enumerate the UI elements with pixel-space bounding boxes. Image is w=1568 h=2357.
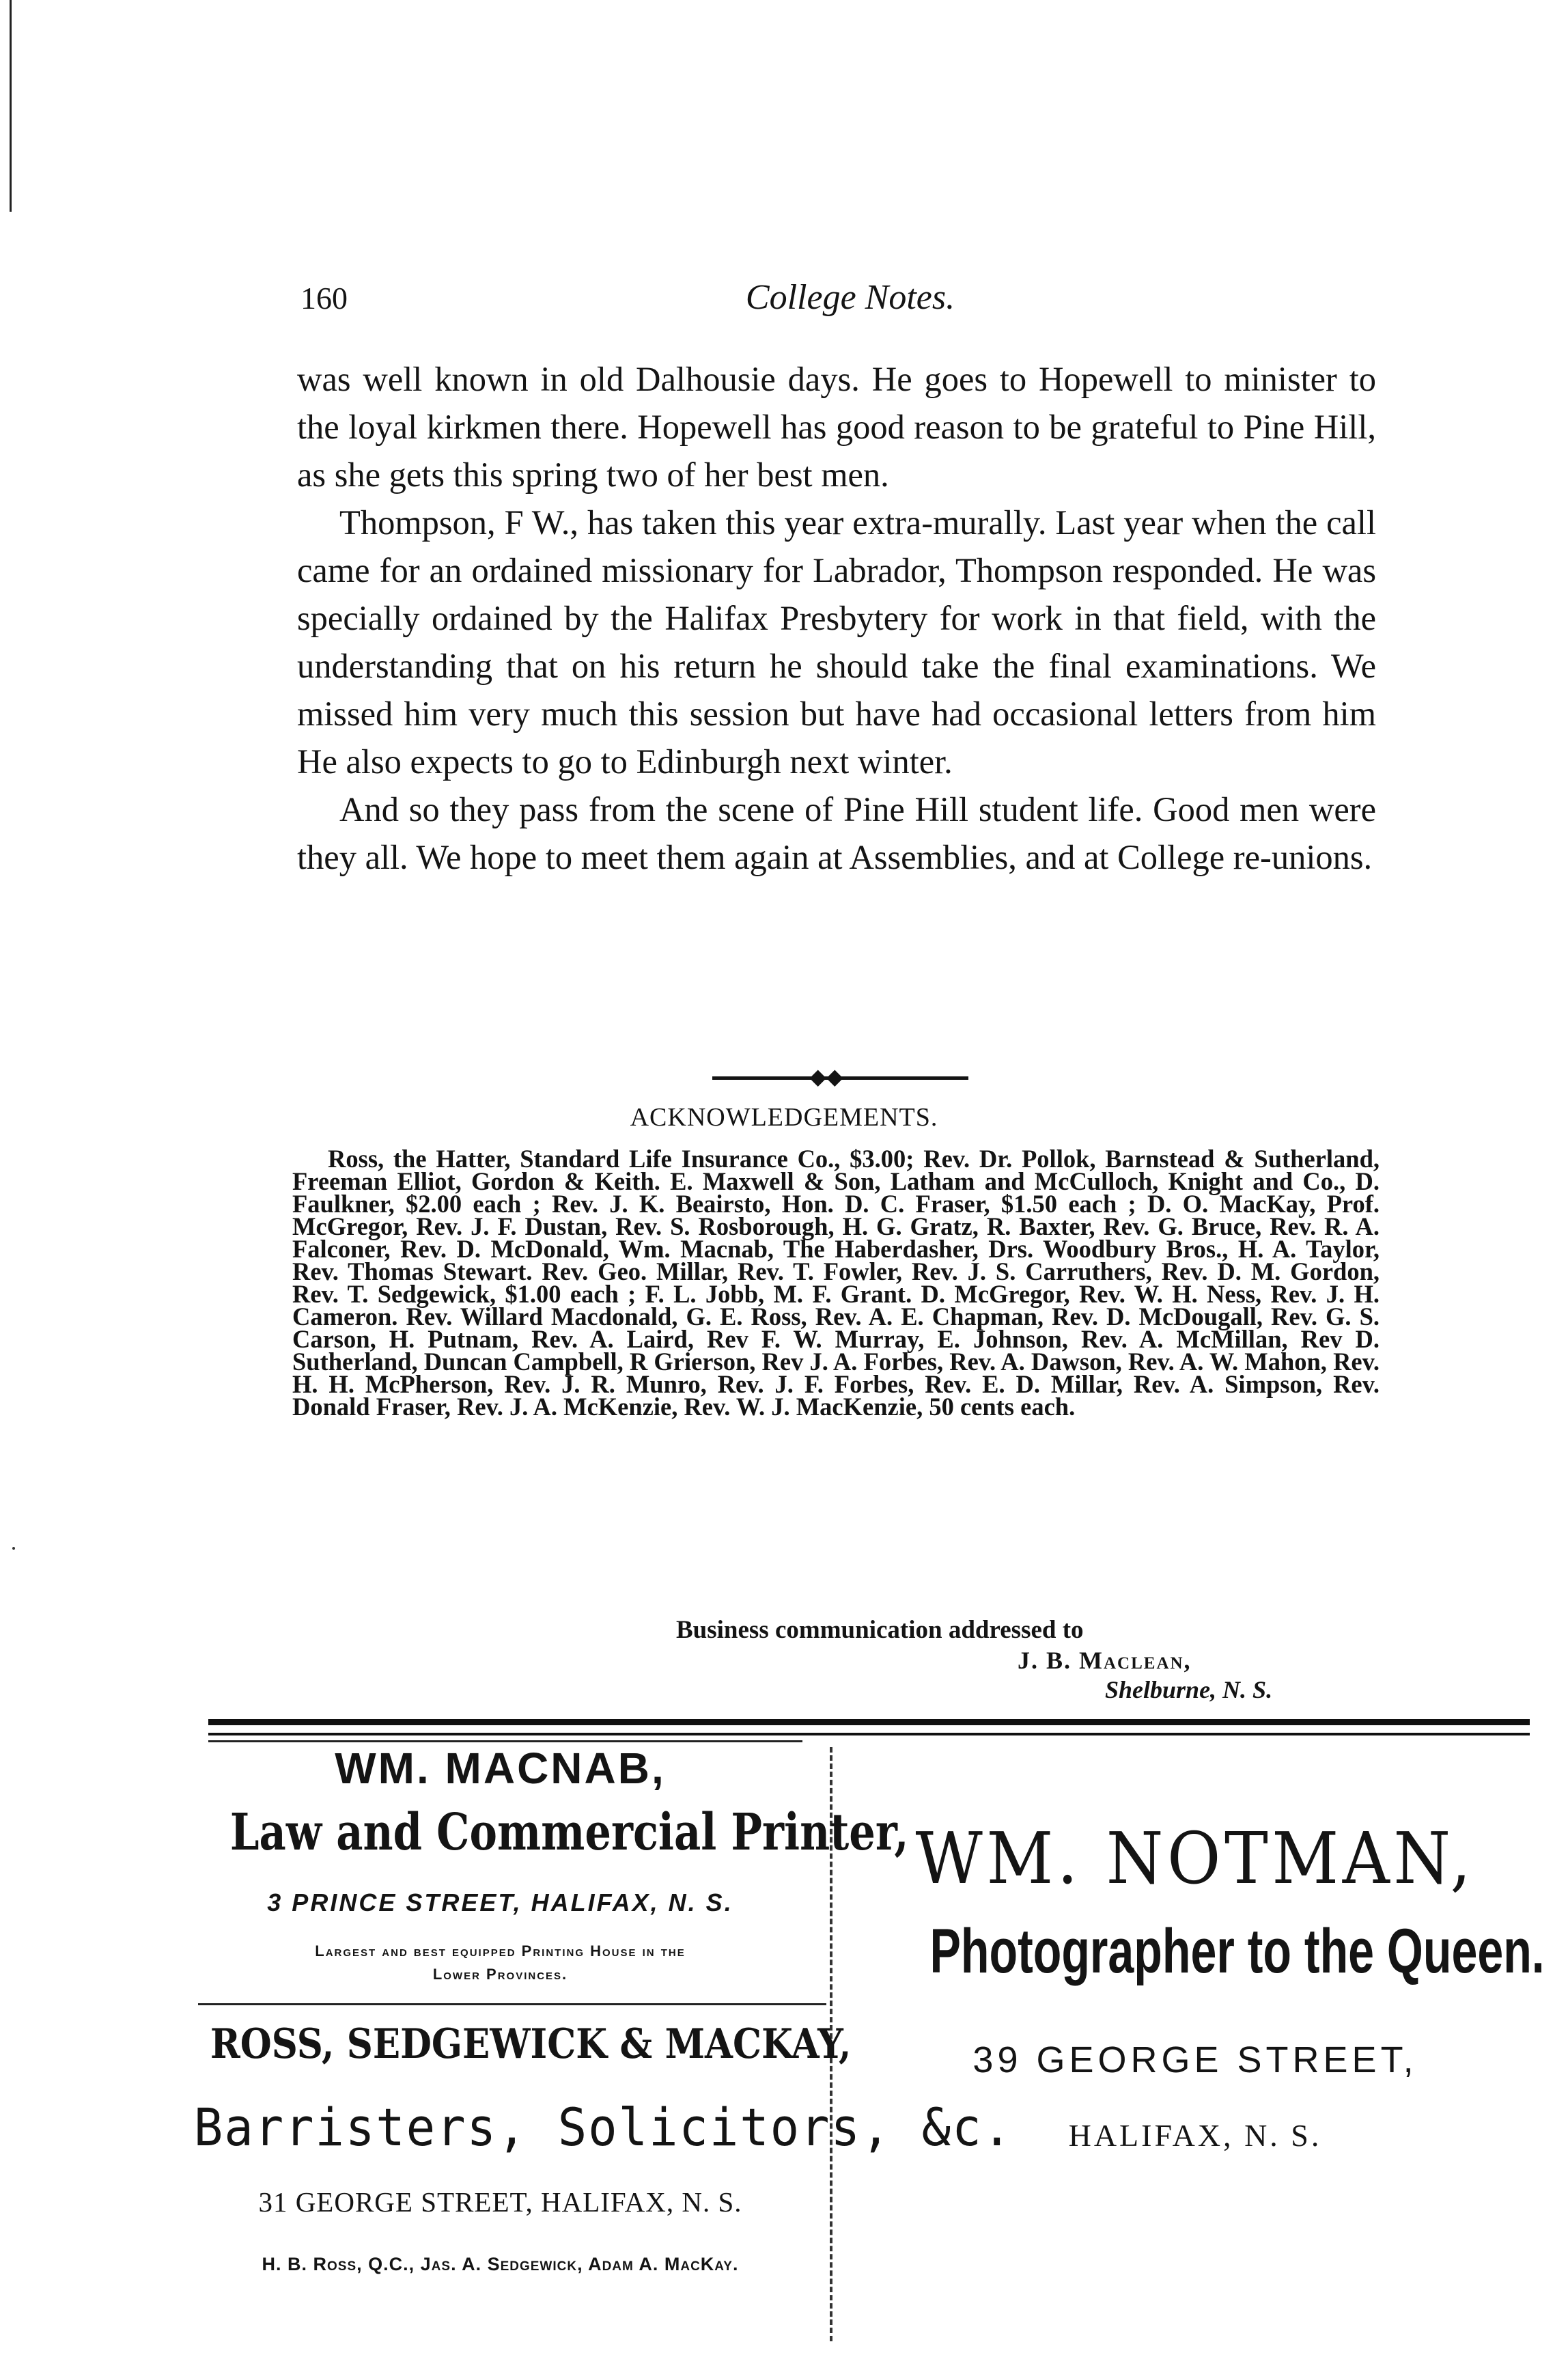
notman-name: WM. NOTMAN, [915, 1817, 1475, 1900]
macnab-tagline [171, 1940, 830, 1986]
advert-left-column [171, 1735, 1013, 2349]
acknowledgements-list [292, 1145, 1380, 1421]
article-body [297, 355, 1376, 881]
acknowledgements-heading: ACKNOWLEDGEMENTS. [630, 1103, 938, 1132]
business-name: J. B. Maclean, [1018, 1647, 1192, 1674]
business-line: Business communication addressed to [676, 1616, 1084, 1644]
running-title: College Notes. [745, 278, 955, 317]
page-number: 160 [300, 281, 348, 316]
running-head [300, 272, 1400, 326]
business-place: Shelburne, N. S. [1105, 1676, 1273, 1703]
acknowledgements-text: Ross, the Hatter, Standard Life Insurance Co., $3.00; Rev. Dr. Pollok, Barnstead & Sutherland, Freeman Elliot, Gordon & Keith. E. Maxwell & Son, Latham and McCulloch, Knight and Co., D. Faulkner, $2.00 each ; Rev. J. K. Beairsto, Hon. D. C. Fraser, $1.50 each ; D. O. MacKay, Prof. McGregor, Rev. J. F. Dustan, Rev. S. Rosborough, H. G. Gratz, R. Baxter, Rev. G. Bruce, Rev. R. A. Falconer, Rev. D. McDonald, Wm. Macnab, The Haberdasher, Drs. Woodbury Bros., H. A. Taylor, Rev. Thomas Stewart. Rev. Geo. Millar, Rev. T. Fowler, Rev. J. S. Carruthers, Rev. D. M. Gordon, Rev. T. Sedgewick, $1.00 each ; F. L. Jobb, M. F. Grant. D. McGregor, Rev. W. H. Ness, Rev. J. H. Cameron. Rev. Willard Macdonald, G. E. Ross, Rev. A. E. Chapman, Rev. D. McDougall, Rev. G. S. Carson, H. Putnam, Rev. A. Laird, Rev F. W. Murray, E. Johnson, Rev. A. McMillan, Rev D. Sutherland, Duncan Campbell, R Grierson, Rev J. A. Forbes, Rev. A. Dawson, Rev. A. W. Mahon, Rev. H. H. McPherson, Rev. J. R. Munro, Rev. J. F. Forbes, Rev. E. D. Millar, Rev. A. Simpson, Rev. Donald Fraser, Rev. J. A. McKenzie, Rev. W. J. MacKenzie, 50 cents each. [292, 1145, 1380, 1421]
ross-profession: Barristers, Solicitors, &c. [193, 2097, 1013, 2158]
advert-inner-rule [198, 2003, 826, 2005]
paragraph-continued: was well known in old Dalhousie days. He goes to Hopewell to minister to the loyal kirkmen there. Hopewell has good reason to be grateful to Pine Hill, as she gets this spring two of her best men. [297, 360, 1376, 494]
notman-street: 39 GEORGE STREET, [972, 2039, 1418, 2080]
macnab-tagline-2: Lower Provinces. [432, 1966, 568, 1983]
ross-address: 31 GEORGE STREET, HALIFAX, N. S. [258, 2186, 742, 2218]
scan-edge-rule [10, 0, 12, 212]
macnab-title: Law and Commercial Printer, [229, 1803, 909, 1862]
paragraph-thompson: Thompson, F W., has taken this year extra-murally. Last year when the call came for an ordained missionary for Labrador, Thompson responded. He was specially ordained by the Halifax Presbytery for work in that field, with the understanding that on his return he should take the final examinations. We missed him very much this session but have had occasional letters from him He also expects to go to Edinburgh next winter. [297, 503, 1376, 781]
macnab-name: WM. MACNAB, [335, 1744, 666, 1793]
macnab-address: 3 PRINCE STREET, HALIFAX, N. S. [267, 1888, 733, 1916]
advert-right-column [837, 1735, 1554, 2349]
paragraph-closing: And so they pass from the scene of Pine Hill student life. Good men were they all. We hope to meet them again at Assemblies, and at College re-unions. [297, 790, 1376, 876]
ornament-diamond-icon: ◆◆ [809, 1064, 843, 1089]
ross-firm-name: ROSS, SEDGEWICK & MACKAY, [210, 2020, 852, 2068]
notman-title: Photographer to the Queen. [929, 1916, 1545, 1986]
notman-city: HALIFAX, N. S. [1068, 2118, 1322, 2153]
ross-partners: H. B. Ross, Q.C., Jas. A. Sedgewick, Adam A. MacKay. [262, 2254, 739, 2274]
scan-edge-mark [12, 1547, 15, 1550]
macnab-tagline-1: Largest and best equipped Printing House in the [315, 1942, 686, 1959]
advert-rule-thick [208, 1719, 1530, 1725]
